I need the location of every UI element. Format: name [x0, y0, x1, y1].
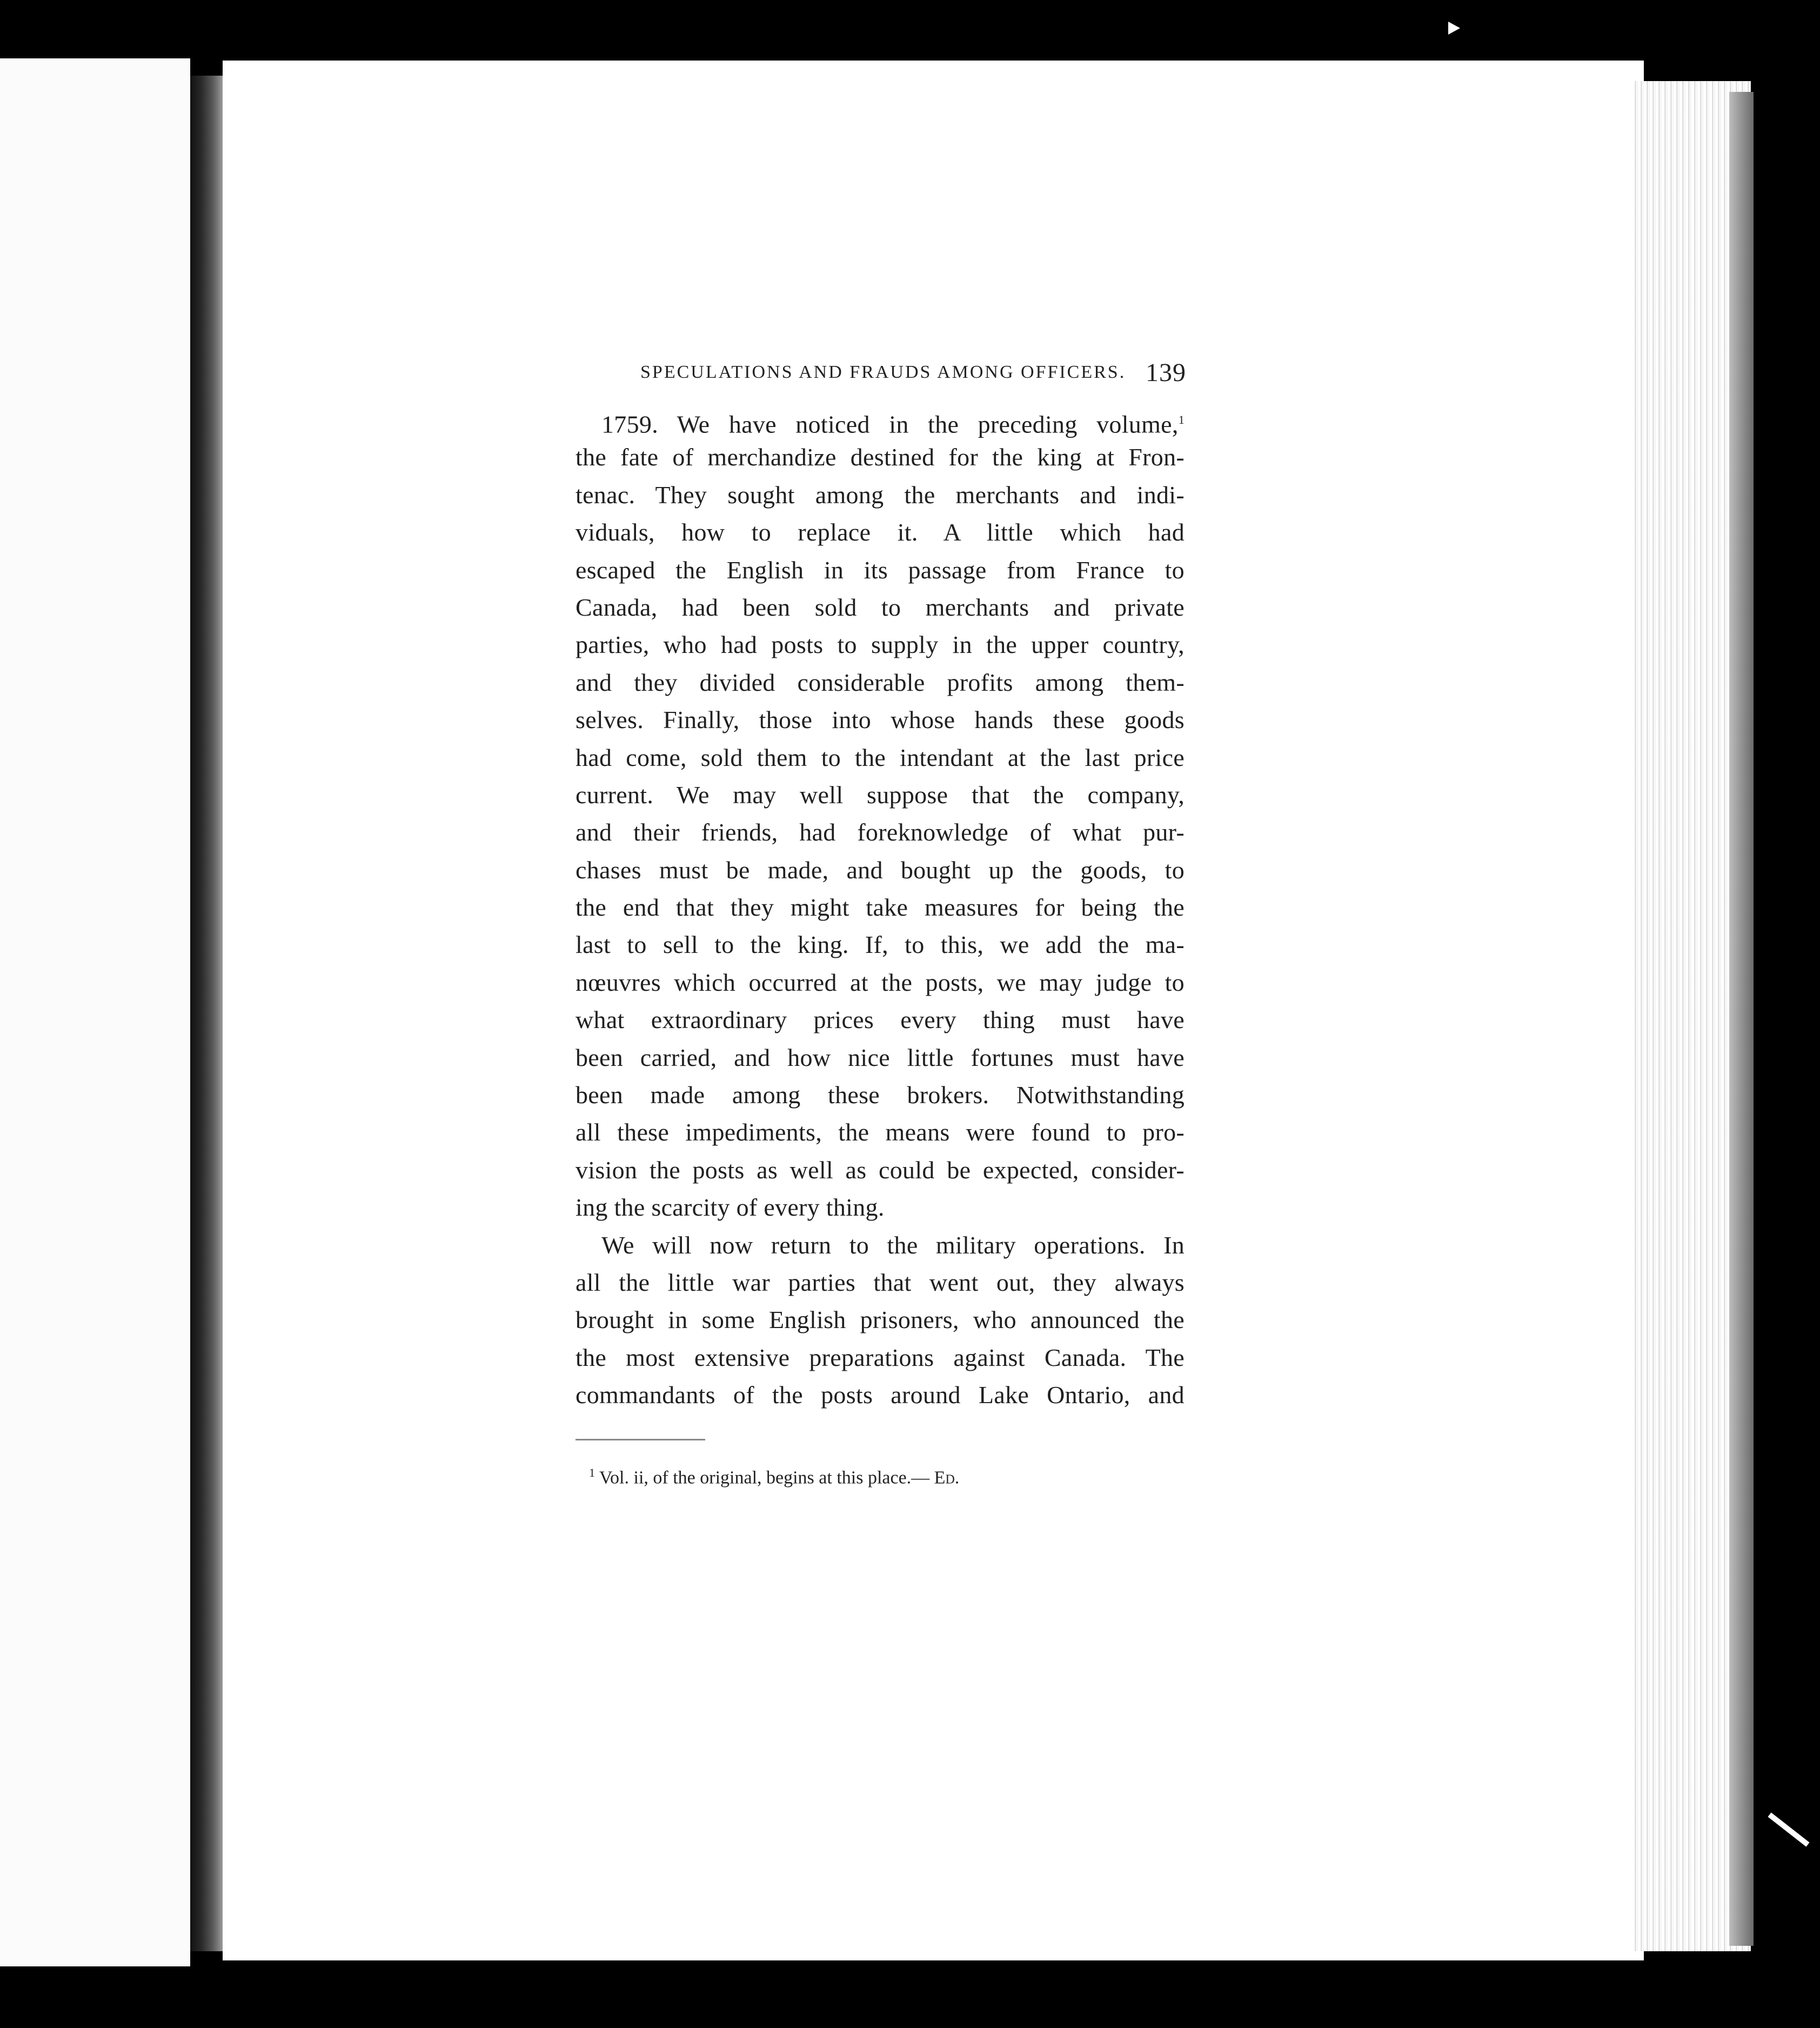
text-line: commandants of the posts around Lake Ontario, and [576, 1381, 1185, 1409]
text-line: tenac. They sought among the merchants and indi- [576, 481, 1185, 509]
body-text [576, 401, 1185, 1417]
text-line: the fate of merchandize destined for the king at Fron- [576, 443, 1185, 471]
footnote [589, 1466, 959, 1488]
scan-artifact [1768, 1812, 1809, 1846]
running-title: SPECULATIONS AND FRAUDS AMONG OFFICERS. [640, 362, 1126, 382]
text-line: all these impediments, the means were found to pro- [576, 1118, 1185, 1146]
text-line: vision the posts as well as could be expected, consider- [576, 1156, 1185, 1184]
scan-mark-icon [1448, 22, 1460, 35]
left-page-edge [0, 58, 190, 1966]
text-line: had come, sold them to the intendant at the last price [576, 743, 1185, 771]
text-line: and they divided considerable profits among them- [576, 668, 1185, 696]
running-head [640, 358, 1186, 385]
text-line: brought in some English prisoners, who announced the [576, 1306, 1185, 1334]
text-line: and their friends, had foreknowledge of what pur- [576, 818, 1185, 846]
text-line: the end that they might take measures for being the [576, 893, 1185, 922]
text-line: viduals, how to replace it. A little which had [576, 518, 1185, 546]
text-line: escaped the English in its passage from France to [576, 556, 1185, 584]
text-line: We will now return to the military operations. In [601, 1231, 1185, 1259]
text-line: the most extensive preparations against Canada. The [576, 1343, 1185, 1371]
footnote-rule [576, 1439, 705, 1440]
text-line: Canada, had been sold to merchants and private [576, 593, 1185, 621]
page-number: 139 [1146, 358, 1186, 387]
text-line: been made among these brokers. Notwithstanding [576, 1081, 1185, 1109]
footnote-marker: 1 [589, 1466, 595, 1479]
text-line: all the little war parties that went out, they always [576, 1268, 1185, 1296]
page-edges-shadow [1729, 92, 1754, 1946]
text-line: been carried, and how nice little fortunes must have [576, 1043, 1185, 1071]
text-line: 1759. We have noticed in the preceding volume,$^1$ [601, 410, 1185, 438]
text-line: what extraordinary prices every thing must have [576, 1006, 1185, 1034]
text-line: current. We may well suppose that the company, [576, 780, 1185, 809]
footnote-reference: 1 [1178, 413, 1185, 426]
text-line: parties, who had posts to supply in the upper country, [576, 631, 1185, 659]
book-spine [190, 76, 223, 1951]
text-line: selves. Finally, those into whose hands these goods [576, 706, 1185, 734]
text-line: last to sell to the king. If, to this, we add the ma- [576, 931, 1185, 959]
footnote-text: Vol. ii, of the original, begins at this place.— [599, 1467, 930, 1488]
text-line: ing the scarcity of every thing. [576, 1193, 885, 1222]
text-line: chases must be made, and bought up the goods, to [576, 856, 1185, 884]
text-line: nœuvres which occurred at the posts, we may judge to [576, 968, 1185, 996]
footnote-editor: Ed. [934, 1467, 960, 1488]
